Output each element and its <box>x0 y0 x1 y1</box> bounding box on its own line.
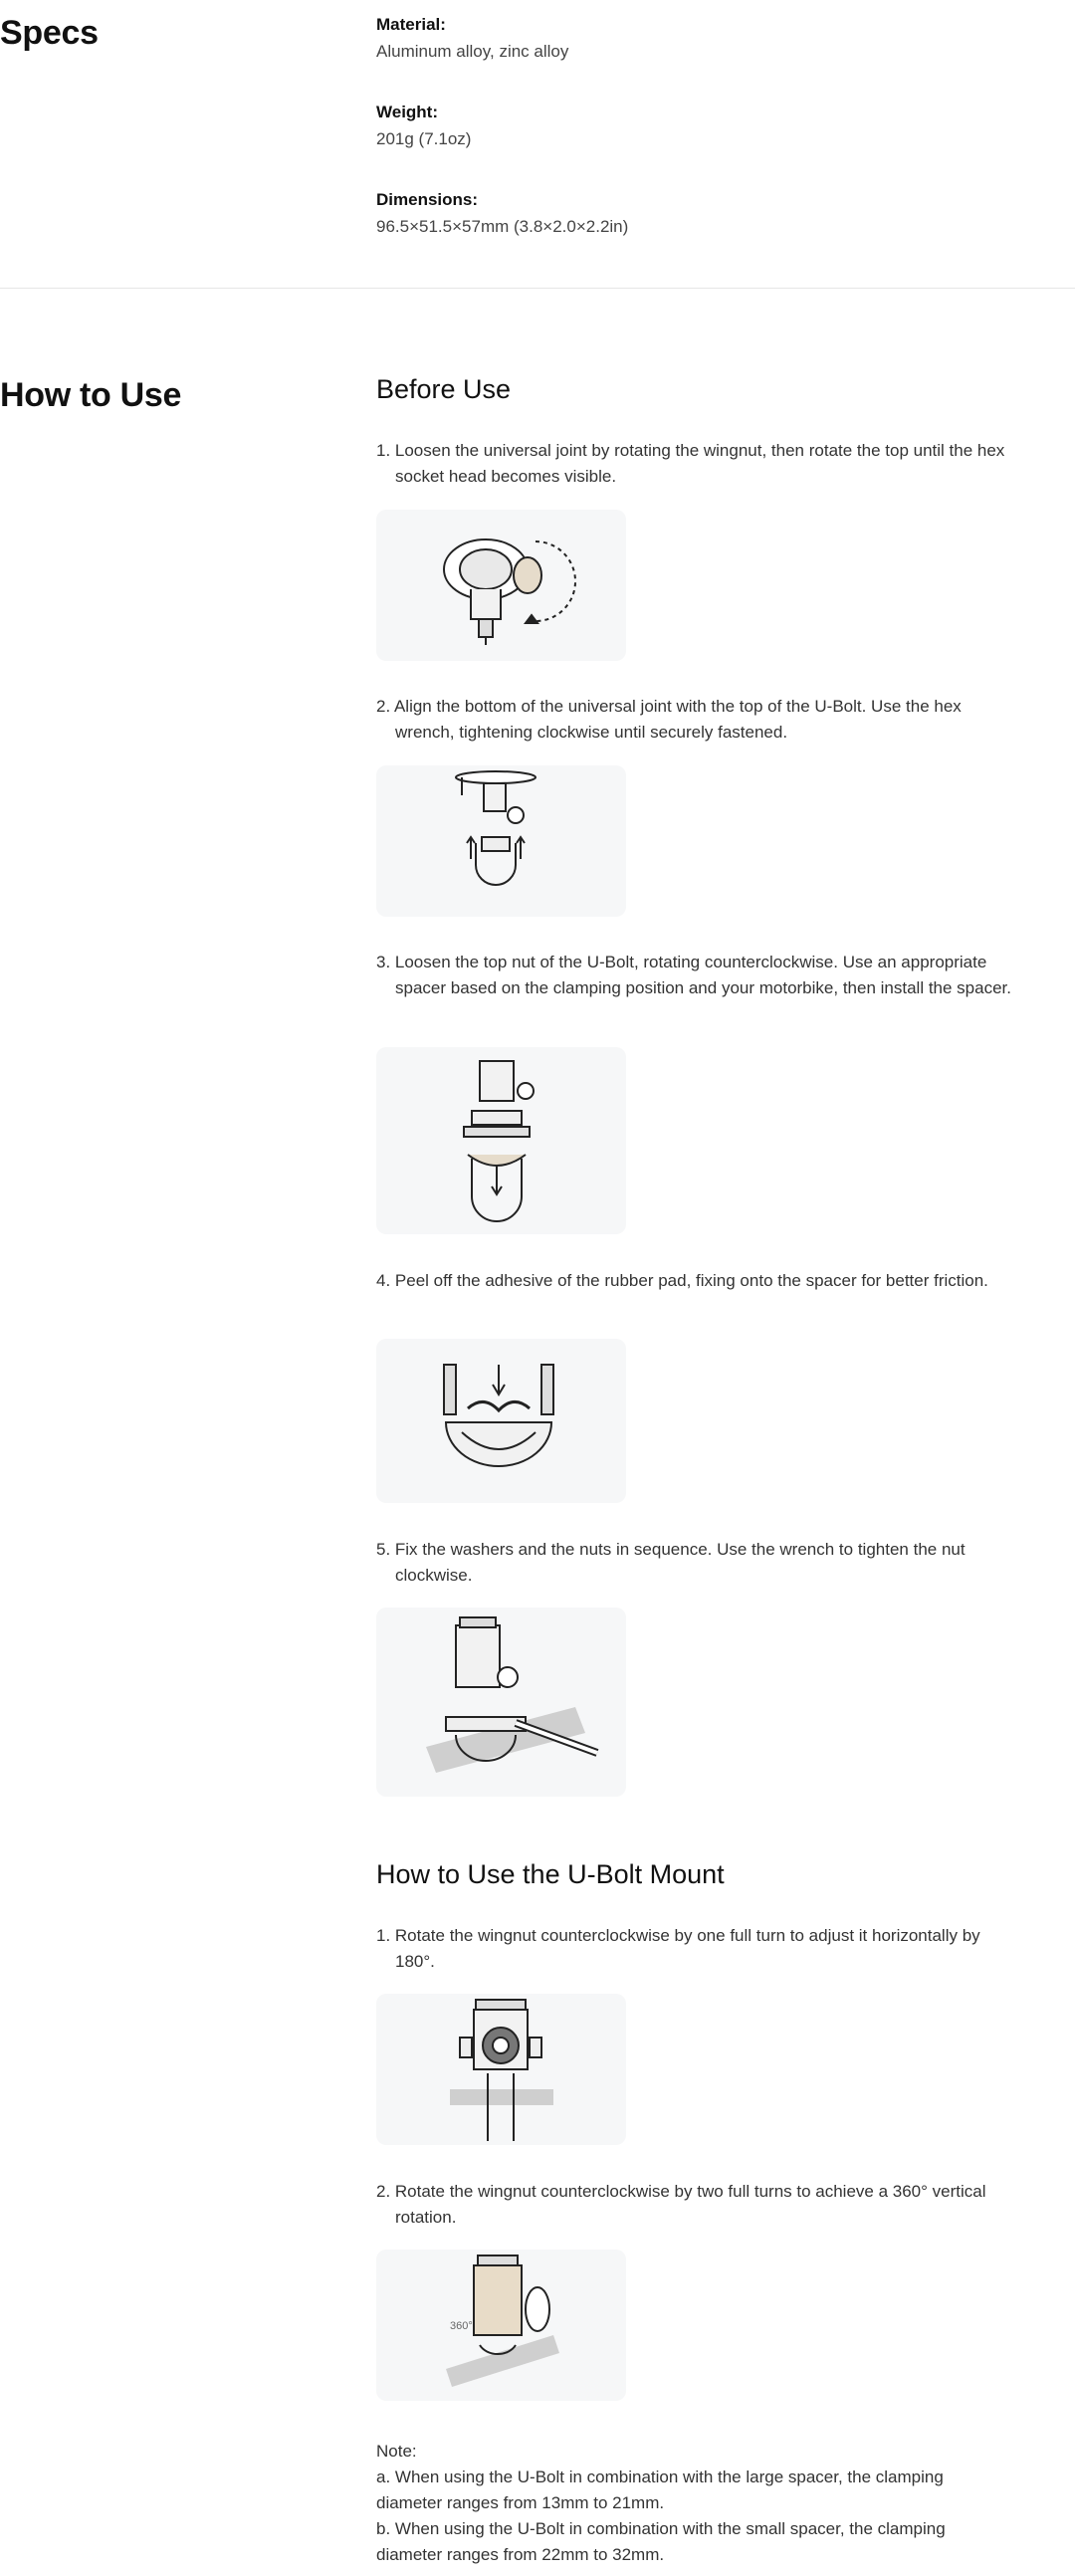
spec-list <box>376 12 1013 275</box>
vertical-rotate-illustration <box>376 2250 626 2401</box>
spec-label: Weight: <box>376 103 439 121</box>
spec-value: 96.5×51.5×57mm (3.8×2.0×2.2in) <box>376 217 629 236</box>
specs-title: Specs <box>0 14 99 52</box>
before-use-step-4-text: 4. Peel off the adhesive of the rubber pad, fixing onto the spacer for better friction. <box>376 1271 988 1290</box>
spec-item-dimensions <box>376 187 1013 241</box>
spacer-install-illustration <box>376 1047 626 1234</box>
spec-item-weight <box>376 100 1013 153</box>
before-use-step-3-text: 3. Loosen the top nut of the U-Bolt, rotating counterclockwise. Use an appropriate spacer based on the clamping position and your motorbike, then install the spacer. <box>376 953 1011 997</box>
spec-value: 201g (7.1oz) <box>376 129 472 148</box>
note-line-b: b. When using the U-Bolt in combination with the small spacer, the clamping diameter ranges from 22mm to 32mm. <box>376 2519 946 2564</box>
before-use-step-5-text: 5. Fix the washers and the nuts in sequence. Use the wrench to tighten the nut clockwise. <box>376 1540 966 1585</box>
wrench-tighten-illustration <box>376 1608 626 1797</box>
before-use-title: Before Use <box>376 374 512 404</box>
ubolt-step-1-text: 1. Rotate the wingnut counterclockwise by one full turn to adjust it horizontally by 180°. <box>376 1926 980 1971</box>
rubber-pad-illustration <box>376 1339 626 1503</box>
spec-value: Aluminum alloy, zinc alloy <box>376 42 569 61</box>
section-divider <box>0 288 1075 289</box>
spec-label: Dimensions: <box>376 190 479 209</box>
rotation-angle-label: 360° <box>450 2320 473 2332</box>
how-to-use-title: How to Use <box>0 376 182 414</box>
note-heading: Note: <box>376 2442 417 2461</box>
note-block <box>376 2439 1013 2568</box>
specs-section <box>0 0 1075 289</box>
spec-item-material <box>376 12 1013 66</box>
before-use-step-2-text: 2. Align the bottom of the universal joint with the top of the U-Bolt. Use the hex wrench, tightening clockwise until securely fastened. <box>376 697 962 742</box>
note-line-a: a. When using the U-Bolt in combination with the large spacer, the clamping diameter ranges from 13mm to 21mm. <box>376 2468 944 2512</box>
ubolt-step-2-text: 2. Rotate the wingnut counterclockwise by two full turns to achieve a 360° vertical rotation. <box>376 2182 986 2227</box>
spec-label: Material: <box>376 15 446 34</box>
horizontal-rotate-illustration <box>376 1994 626 2145</box>
ubolt-mount-title: How to Use the U-Bolt Mount <box>376 1859 725 1889</box>
hex-wrench-fasten-illustration <box>376 765 626 917</box>
before-use-step-1-text: 1. Loosen the universal joint by rotating the wingnut, then rotate the top until the hex socket head becomes visible. <box>376 441 1005 486</box>
universal-joint-rotate-illustration <box>376 510 626 661</box>
